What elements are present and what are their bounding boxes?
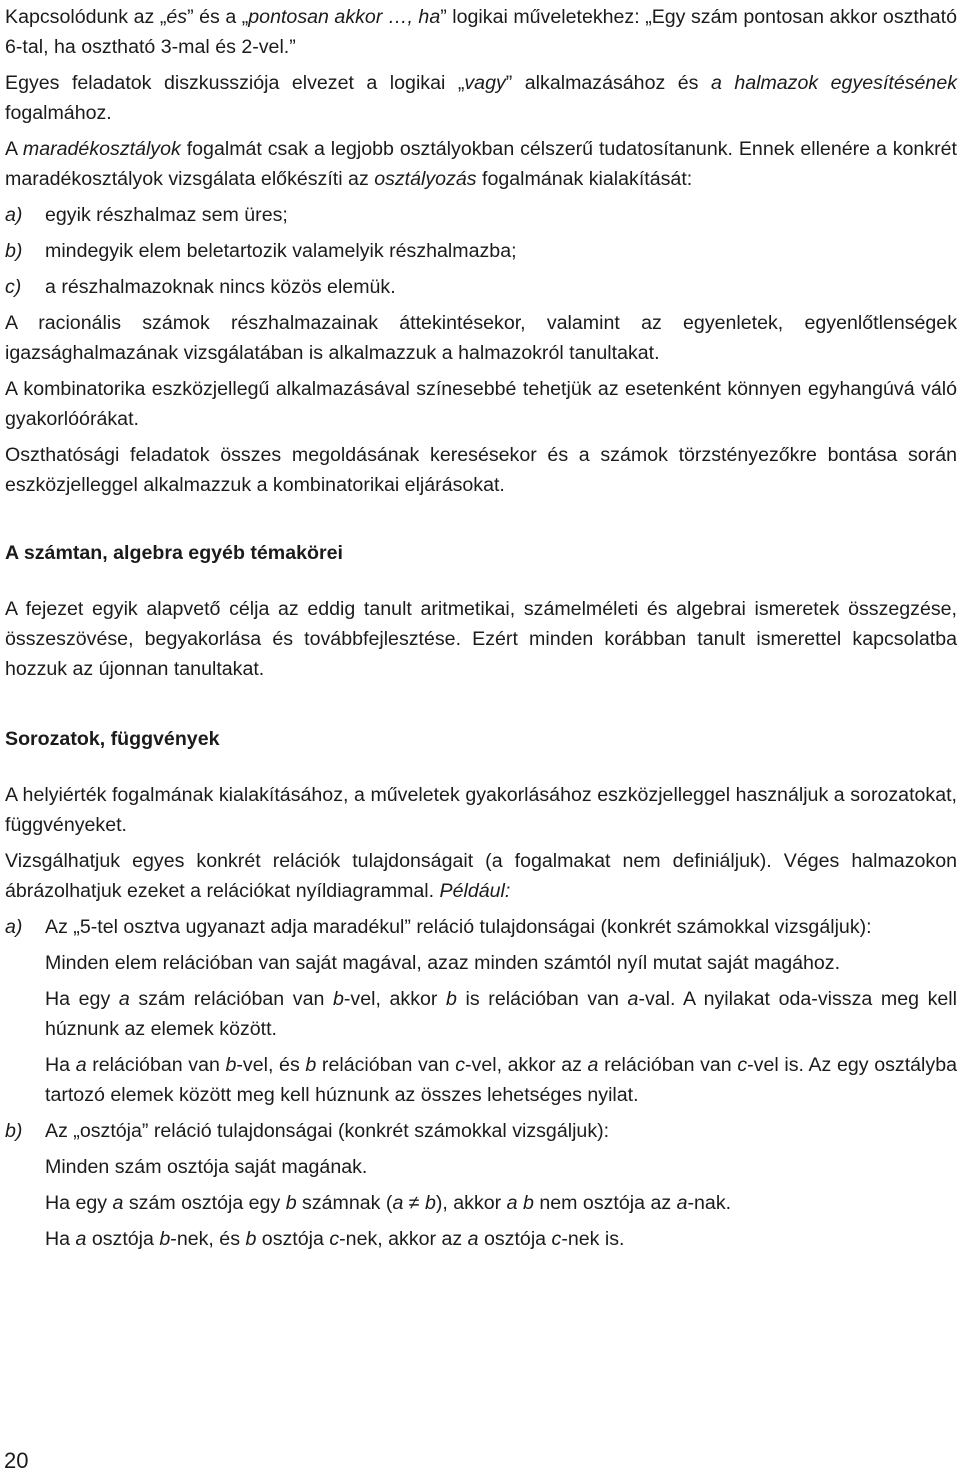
list-marker: c) [5,276,22,298]
example-a-symmetric: Ha egy a szám relációban van b-vel, akkor b is relációban van a-val. A nyilakat oda-vissza meg kell húznunk az elemek között. [45,988,957,1040]
list-marker: b) [5,240,23,262]
intro-paragraph-5: A kombinatorika eszközjellegű alkalmazásával színesebbé tehetjük az esetenként könnyen egyhangúvá váló gyakorlóórákat. [5,378,957,430]
page-content [5,2,957,1260]
example-a-reflexive: Minden elem relációban van saját magával, azaz minden számtól nyíl mutat saját magához. [45,952,841,974]
intro-paragraph-6: Oszthatósági feladatok összes megoldásának keresésekor és a számok törzstényezőkre bontása során eszközjelleggel alkalmazzuk a kombinatorikai eljárásokat. [5,444,957,496]
list-marker: a) [5,916,23,938]
intro-paragraph-1: Kapcsolódunk az „és” és a „pontosan akkor …, ha” logikai műveletekhez: „Egy szám pontosan akkor osztható 6-tal, ha osztható 3-mal és 2-vel.” [5,6,957,58]
example-item-a: a) Az „5-tel osztva ugyanazt adja maradékul” reláció tulajdonságai (konkrét számokkal vizsgáljuk): [5,912,957,942]
list-item: c) a részhalmazoknak nincs közös elemük. [5,272,957,302]
list-item: b) mindegyik elem beletartozik valamelyik részhalmazba; [5,236,957,266]
list-item: a) egyik részhalmaz sem üres; [5,200,957,230]
example-b-transitive: Ha a osztója b-nek, és b osztója c-nek, akkor az a osztója c-nek is. [45,1228,625,1250]
example-item-b: b) Az „osztója” reláció tulajdonságai (konkrét számokkal vizsgáljuk): [5,1116,957,1146]
section-heading-arithmetic: A számtan, algebra egyéb témakörei [5,542,343,564]
list-marker: a) [5,204,23,226]
list-marker: b) [5,1120,23,1142]
intro-paragraph-2: Egyes feladatok diszkussziója elvezet a logikai „vagy” alkalmazásához és a halmazok egyesítésének fogalmához. [5,72,958,124]
page-number: 20 [4,1448,29,1473]
example-b-reflexive: Minden szám osztója saját magának. [45,1156,368,1178]
section2-paragraph-2: Vizsgálhatjuk egyes konkrét relációk tulajdonságait (a fogalmakat nem definiáljuk). Véges halmazokon ábrázolhatjuk ezeket a relációkat nyíldiagrammal. Például: [5,850,957,902]
section-heading-sequences: Sorozatok, függvények [5,728,220,750]
section1-paragraph: A fejezet egyik alapvető célja az eddig tanult aritmetikai, számelméleti és algebrai ismeretek összegzése, összeszövése, begyakorlása és továbbfejlesztése. Ezért minden korábban tanult ismerettel kapcsolatba hozzuk az újonnan tanultakat. [5,598,957,680]
example-b-antisymmetric: Ha egy a szám osztója egy b számnak (a ≠ b), akkor a b nem osztója az a-nak. [45,1192,732,1214]
intro-paragraph-3: A maradékosztályok fogalmát csak a legjobb osztályokban célszerű tudatosítanunk. Ennek ellenére a konkrét maradékosztályok vizsgálata előkészíti az osztályozás fogalmának kialakítását: [5,138,957,190]
section2-paragraph-1: A helyiérték fogalmának kialakításához, a műveletek gyakorlásához eszközjelleggel használjuk a sorozatokat, függvényeket. [5,784,957,836]
example-a-transitive: Ha a relációban van b-vel, és b relációban van c-vel, akkor az a relációban van c-vel is. Az egy osztályba tartozó elemek között meg kell húznunk az összes lehetséges nyilat. [45,1054,957,1106]
intro-paragraph-4: A racionális számok részhalmazainak áttekintésekor, valamint az egyenletek, egyenlőtlenségek igazsághalmazának vizsgálatában is alkalmazzuk a halmazokról tanultakat. [5,312,957,364]
